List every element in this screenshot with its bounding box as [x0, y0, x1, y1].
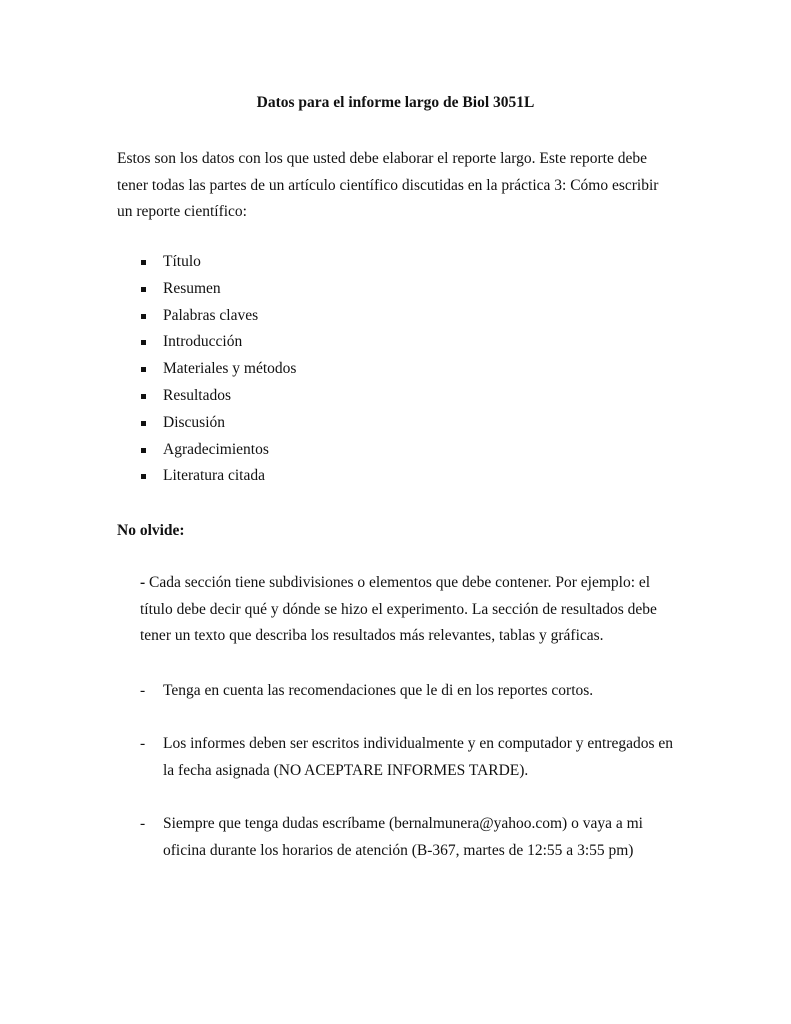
list-item-label: Materiales y métodos [163, 360, 297, 378]
list-item-label: Palabras claves [163, 306, 259, 324]
square-bullet-icon [141, 367, 146, 372]
intro-paragraph: Estos son los datos con los que usted debe elaborar el reporte largo. Este reporte debe tener todas las partes de un artículo científico discutidas en la práctica 3: Cómo escribir un reporte científico: [117, 150, 659, 220]
list-item [117, 410, 296, 437]
list-item-label: Resultados [163, 386, 232, 404]
list-item [117, 356, 296, 383]
note-item-contact [140, 811, 685, 864]
square-bullet-icon [141, 340, 146, 345]
square-bullet-icon [141, 421, 146, 426]
square-bullet-icon [141, 448, 146, 453]
square-bullet-icon [141, 474, 146, 479]
dash-marker: - [140, 574, 146, 591]
list-item [117, 463, 296, 490]
note-paragraph-text: Cada sección tiene subdivisiones o elementos que debe contener. Por ejemplo: el título debe decir qué y dónde se hizo el experimento. La sección de resultados debe tener un texto que describa los resultados más relevantes, tablas y gráficas. [140, 574, 657, 644]
note-item-text: Los informes deben ser escritos individualmente y en computador y entregados en la fecha asignada (NO ACEPTARE INFORMES TARDE). [163, 735, 674, 779]
square-bullet-icon [141, 314, 146, 319]
list-item [117, 437, 296, 464]
report-parts-list [117, 249, 296, 490]
list-item [117, 303, 296, 330]
square-bullet-icon [141, 287, 146, 292]
note-item-submission [140, 731, 685, 784]
note-item-text: Tenga en cuenta las recomendaciones que le di en los reportes cortos. [163, 682, 594, 699]
document-title: Datos para el informe largo de Biol 3051L [256, 94, 535, 111]
dash-marker: - [140, 815, 146, 832]
list-item [117, 329, 296, 356]
note-item-recommendations [140, 678, 685, 705]
note-paragraph-sections [140, 570, 680, 650]
square-bullet-icon [141, 260, 146, 265]
list-item-label: Literatura citada [163, 467, 265, 485]
dash-marker: - [140, 682, 146, 699]
list-item [117, 383, 296, 410]
note-heading: No olvide: [117, 522, 185, 539]
dash-marker: - [140, 735, 146, 752]
list-item-label: Introducción [163, 333, 243, 351]
list-item [117, 249, 296, 276]
note-item-text: Siempre que tenga dudas escríbame (bernalmunera@yahoo.com) o vaya a mi oficina durante los horarios de atención (B-367, martes de 12:55 a 3:55 pm) [163, 815, 643, 859]
square-bullet-icon [141, 394, 146, 399]
list-item-label: Discusión [163, 413, 225, 431]
list-item-label: Resumen [163, 279, 221, 297]
list-item [117, 276, 296, 303]
list-item-label: Agradecimientos [163, 440, 269, 458]
list-item-label: Título [163, 253, 201, 270]
